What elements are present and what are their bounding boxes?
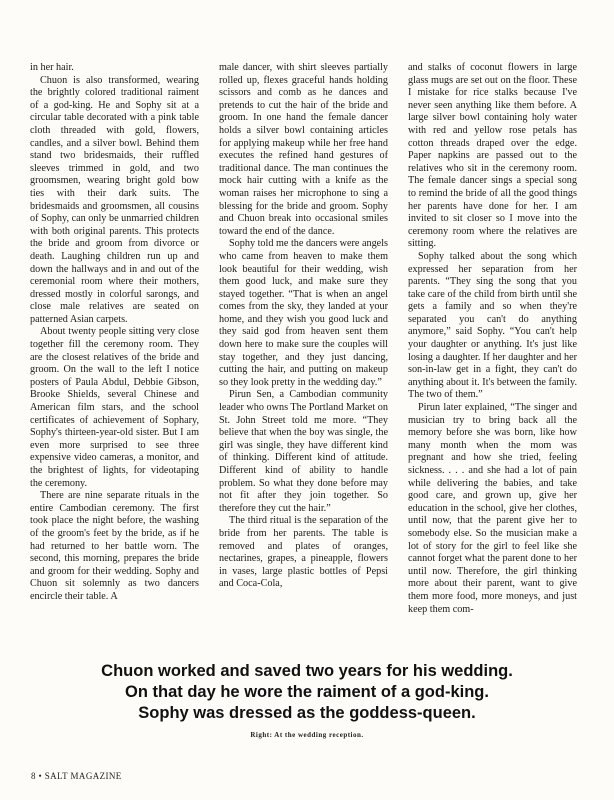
column-1 <box>30 62 199 616</box>
paragraph: in her hair. <box>30 62 74 73</box>
article-body <box>30 62 578 616</box>
paragraph: Sophy talked about the song which expressed her separation from her parents. “They sing the song that you take care of the child from birth until she gets a family and so when they're separated you can't do anything anymore,” said Sophy. “You can't help your daughter or anything. It's just like losing a daughter. If her daughter and her son-in-law get in a fight, they can't do anything about it. It's between the family. The two of them.” <box>408 250 577 401</box>
page-folio: 8 • SALT MAGAZINE <box>31 771 122 781</box>
photo-caption: Right: At the wedding reception. <box>250 731 364 739</box>
paragraph: Pirun Sen, a Cambodian community leader who owns The Portland Market on St. John Street told me more. “They believe that when the boy was single, the girl was single, they have different kind of thinking. Different kind of attitude. Different kind of ability to handle problem. So what they done before may not fit after they join together. So therefore they cut the hair.” <box>219 389 388 514</box>
paragraph: and stalks of coconut flowers in large glass mugs are set out on the floor. These I mistake for rice stalks because I've never seen anything like them before. A large silver bowl containing holy water with red and yellow rose petals has cotton threads draped over the edge. Paper napkins are passed out to the relatives who sit in the ceremony room. The female dancer sings a special song to remind the bride of all the good things her parents have done for her. I am invited to sit closer so I move into the ceremony room where the relatives are sitting. <box>408 62 577 250</box>
column-2 <box>219 62 388 616</box>
pull-quote-line: Sophy was dressed as the goddess-queen. <box>138 704 476 722</box>
column-3 <box>408 62 577 616</box>
paragraph: About twenty people sitting very close together fill the ceremony room. They are the closest relatives of the bride and groom. On the wall to the left I notice posters of Paula Abdul, Debbie Gibson, Brooke Shields, several Chinese and American film stars, and the school certificates of achievement of Sophary, Sophy's thirteen-year-old sister. But I am even more surprised to see three expensive video cameras, a monitor, and the brightest of lights, for videotaping the ceremony. <box>30 326 199 489</box>
paragraph: Sophy told me the dancers were angels who came from heaven to make them look beautiful for their wedding, wish them good luck, and make sure they stayed together. “That is when an angel comes from the sky, they landed at your home, and they wish you good luck and they said god from heaven sent them down here to make sure the couples will stay together, and they just dancing, cutting the hair, and putting on makeup so they look pretty in the wedding day.” <box>219 238 388 388</box>
paragraph: Chuon is also transformed, wearing the brightly colored traditional raiment of a god-king. He and Sophy sit at a circular table decorated with a pink table cloth threaded with gold, flowers, candles, and a silver bowl. Behind them stand two bridesmaids, their ruffled sleeves trimmed in gold, and two groomsmen, wearing bright gold bow ties with their dark suits. The bridesmaids and groomsmen, all cousins of Sophy, can only be unmarried children with both original parents. This protects the bride and groom from divorce or death. Laughing children run up and down the hallways and in and out of the ceremonial room where their mothers, dressed mostly in colorful sarongs, and close male relatives are seated on patterned Asian carpets. <box>30 74 199 325</box>
pull-quote <box>0 661 614 724</box>
pull-quote-line: On that day he wore the raiment of a god-king. <box>125 683 489 701</box>
paragraph: Pirun later explained, “The singer and musician try to bring back all the memory before she was born, like how many month when the mom was pregnant and how she tried, feeling sickness. . . . and she had a lot of pain while delivering the babies, and take good care, and grown up, give her education in the school, give her clothes, until now, that the parent give her to somebody else. So the musician make a lot of story for the girl to feel like she cannot forget what the parent done to her until now. Therefore, the girl thinking more about their parent, want to give them more food, more moneys, and just keep them com- <box>408 402 577 615</box>
paragraph: male dancer, with shirt sleeves partially rolled up, flexes graceful hands holding scissors and comb as he dances and pretends to cut the hair of the bride and groom. In one hand the female dancer holds a silver bowl containing articles for applying makeup while her free hand executes the refined hand gestures of traditional dance. The man continues the mock hair cutting with a knife as the woman raises her microphone to sing a blessing for the bride and groom. Sophy and Chuon break into occasional smiles toward the end of the dance. <box>219 62 388 237</box>
pull-quote-line: Chuon worked and saved two years for his wedding. <box>101 662 513 680</box>
paragraph: There are nine separate rituals in the entire Cambodian ceremony. The first took place the night before, the washing of the groom's feet by the bride, as if he had returned to her battle worn. The second, this morning, prepares the bride and groom for their wedding. Sophy and Chuon sit solemnly as two dancers encircle their table. A <box>30 490 199 602</box>
paragraph: The third ritual is the separation of the bride from her parents. The table is removed and plates of oranges, nectarines, grapes, a pineapple, flowers in vases, large plastic bottles of Pepsi and Coca-Cola, <box>219 515 388 590</box>
